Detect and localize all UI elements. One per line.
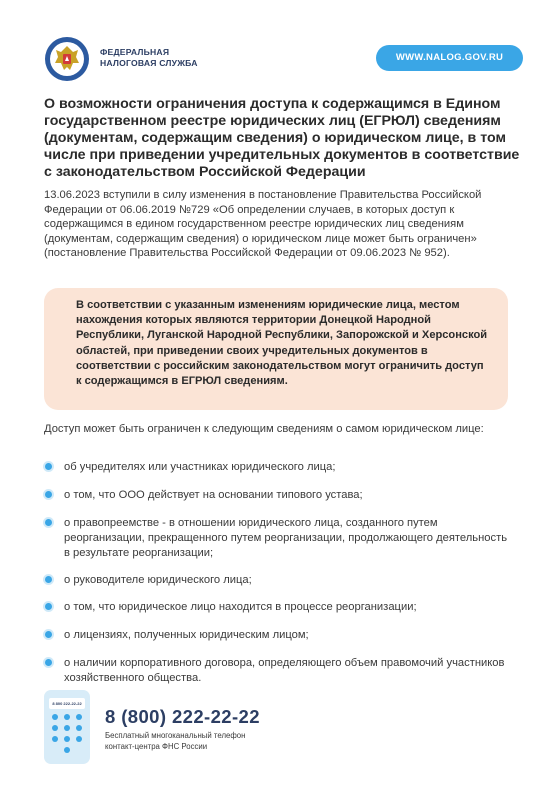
bullet-icon <box>45 659 52 666</box>
highlight-text: В соответствии с указанным изменениям юридические лица, местом нахождения которых являются территории Донецкой Народной Республики, Луганской Народной Республики, Запорожской и Херсонской областей, при приведении своих учредительных документов в соответствии с российским законодательством могут ограничить доступ к содержащимся в ЕГРЮЛ сведениям. <box>76 299 488 388</box>
fns-emblem-icon <box>44 36 90 82</box>
key-dot <box>76 736 82 742</box>
list-item-text: о том, что юридическое лицо находится в процессе реорганизации; <box>64 601 417 613</box>
key-dot <box>76 714 82 720</box>
key-dot <box>64 714 70 720</box>
key-dot <box>64 725 70 731</box>
list-item-text: о лицензиях, полученных юридическим лицом; <box>64 629 309 641</box>
bullet-icon <box>45 603 52 610</box>
page-title: О возможности ограничения доступа к содержащимся в Едином государственном реестре юридических лиц (ЕГРЮЛ) сведениям (документам, содержащим сведения) о юридическом лице, в том числе при приведении учредительных документов в соответствие с законодательством Российской Федерации <box>44 96 520 180</box>
key-dot <box>64 736 70 742</box>
list-item-text: о правопреемстве - в отношении юридического лица, созданного путем реорганизации, прекращенного путем реорганизации, продолжающего деятельность в результате реорганизации; <box>64 517 508 559</box>
key-dot <box>52 714 58 720</box>
phone-number[interactable]: 8 (800) 222-22-22 <box>105 706 260 727</box>
highlight-box <box>44 288 508 410</box>
list-item-text: о руководителе юридического лица; <box>64 574 252 586</box>
phone-screen-text: 8 800 222-22-22 <box>49 698 85 709</box>
keypad <box>52 714 82 758</box>
intro-paragraph: 13.06.2023 вступили в силу изменения в постановление Правительства Российской Федерации от 06.06.2019 №729 «Об определении случаев, в которых доступ к содержащимся в едином государственном реестре юридических лиц сведениям (документам, содержащим сведения) о юридическом лице может быть ограничен» (постановление Правительства Российской Федерации от 09.06.2023 № 952). <box>44 189 482 259</box>
org-name: ФЕДЕРАЛЬНАЯ НАЛОГОВАЯ СЛУЖБА <box>100 47 198 68</box>
bullet-icon <box>45 463 52 470</box>
list-item-text: о том, что ООО действует на основании типового устава; <box>64 489 363 501</box>
key-dot <box>52 725 58 731</box>
bullet-icon <box>45 631 52 638</box>
list-item-text: о наличии корпоративного договора, определяющего объем правомочий участников хозяйственного общества. <box>64 657 505 684</box>
bullet-icon <box>45 576 52 583</box>
phone-keypad-icon <box>44 690 90 764</box>
phone-caption: Бесплатный многоканальный телефон контакт-центра ФНС России <box>105 731 246 751</box>
key-dot <box>76 725 82 731</box>
header <box>44 36 523 84</box>
key-dot <box>64 747 70 753</box>
key-dot <box>52 736 58 742</box>
website-link[interactable]: WWW.NALOG.GOV.RU <box>376 45 523 71</box>
list-item-text: об учредителях или участниках юридического лица; <box>64 461 336 473</box>
access-intro: Доступ может быть ограничен к следующим сведениям о самом юридическом лице: <box>44 423 484 435</box>
bullet-icon <box>45 491 52 498</box>
bullet-icon <box>45 519 52 526</box>
